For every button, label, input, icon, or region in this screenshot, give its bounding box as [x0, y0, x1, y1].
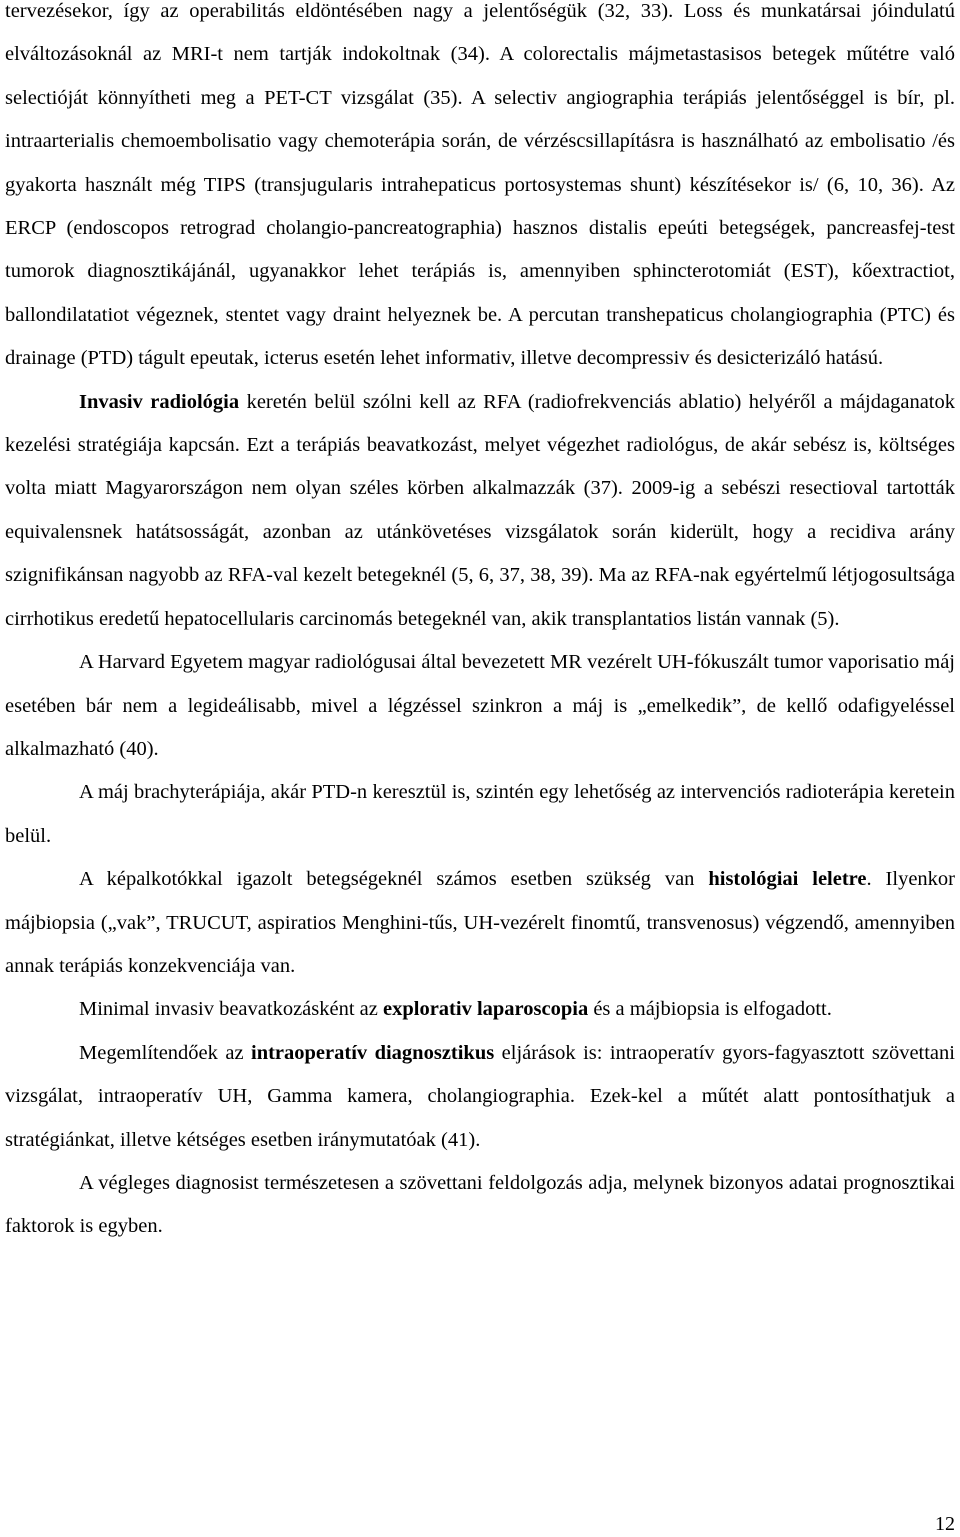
- paragraph-text: A végleges diagnosist természetesen a szövettani feldolgozás adja, melynek bizonyos adatai prognosztikai faktorok is egyben.: [5, 1171, 955, 1238]
- paragraph-histology: [5, 858, 955, 988]
- paragraph-invasive-radiology: [5, 381, 955, 641]
- paragraph-laparoscopy: [5, 988, 955, 1031]
- paragraph-text: . Ilyenkor májbiopsia („vak”, TRUCUT, aspiratios Menghini-tűs, UH-vezérelt finomtű, transvenosus) végzendő, amennyiben annak terápiás konzekvenciája van.: [5, 868, 956, 977]
- paragraph-text: keretén belül szólni kell az RFA (radiofrekvenciás ablatio) helyéről a májdaganatok kezelési stratégiája kapcsán. Ezt a terápiás beavatkozást, melyet végezhet radiológus, de akár sebész is, költséges volta miatt Magyarországon nem olyan széles körben alkalmazzák (37). 2009-ig a sebészi resectioval tartották equivalensnek hatátsosságát, azonban az utánkövetéses vizsgálatok során kiderült, hogy a recidiva arány szignifikánsan nagyobb az RFA-val kezelt betegeknél (5, 6, 37, 38, 39). Ma az RFA-nak egyértelmű létjogosultsága cirrhotikus eredetű hepatocellularis carcinomás betegeknél van, akik transplantatios listán vannak (5).: [5, 390, 955, 630]
- bold-term: histológiai leletre: [708, 868, 867, 891]
- paragraph-text: Megemlítendőek az: [79, 1041, 251, 1064]
- paragraph-text: A máj brachyterápiája, akár PTD-n keresztül is, szintén egy lehetőség az intervenciós radioterápia keretein belül.: [5, 781, 955, 847]
- paragraph-text: eljárások is: intraoperatív gyors-fagyasztott szövettani vizsgálat, intraoperatív UH, Gamma kamera, cholangiographia. Ezek-kel a műtét alatt pontosíthatjuk a stratégiánkat, illetve kétséges esetben iránymutatóak (41).: [5, 1041, 955, 1151]
- document-page: [5, 0, 955, 1249]
- paragraph-text: és a májbiopsia is elfogadott.: [588, 998, 832, 1021]
- paragraph-imaging-methods: [5, 0, 955, 381]
- bold-term: intraoperatív diagnosztikus: [251, 1041, 495, 1064]
- paragraph-brachytherapy: [5, 771, 955, 858]
- paragraph-mr-guided-ultrasound: [5, 641, 955, 771]
- paragraph-text: A képalkotókkal igazolt betegségeknél számos esetben szükség van: [79, 868, 709, 891]
- paragraph-text: Minimal invasiv beavatkozásként az: [79, 998, 383, 1021]
- bold-term: explorativ laparoscopia: [383, 998, 589, 1021]
- bold-term: Invasiv radiológia: [79, 390, 240, 413]
- paragraph-final-diagnosis: [5, 1162, 955, 1249]
- paragraph-text: tervezésekor, így az operabilitás eldöntésében nagy a jelentőségük (32, 33). Loss és munkatársai jóindulatú elváltozásoknál az MRI-t nem tartják indokoltnak (34). A colorectalis májmetastasisos betegek műtétre való selectióját könnyítheti meg a PET-CT vizsgálat (35). A selectiv angiographia terápiás jelentőséggel is bír, pl. intraarterialis chemoembolisatio vagy chemoterápia során, de vérzéscsillapításra is használható az embolisatio /és gyakorta használt még TIPS (transjugularis intrahepaticus portosystemas shunt) készítésekor is/ (6, 10, 36). Az ERCP (endoscopos retrograd cholangio-pancreatographia) hasznos distalis epeúti betegségek, pancreasfej-test tumorok diagnosztikájánál, ugyanakkor lehet terápiás is, amennyiben sphincterotomiát (EST), kőextractiot, ballondilatatiot végeznek, stentet vagy draint helyeznek be. A percutan transhepaticus cholangiographia (PTC) és drainage (PTD) tágult epeutak, icterus esetén lehet informativ, illetve decompressiv és desicterizáló hatású.: [5, 0, 955, 370]
- page-number: 12: [935, 1513, 955, 1535]
- paragraph-intraoperative-diagnostics: [5, 1032, 955, 1162]
- paragraph-text: A Harvard Egyetem magyar radiológusai által bevezetett MR vezérelt UH-fókuszált tumor vaporisatio máj esetében bár nem a legideálisabb, mivel a légzéssel szinkron a máj is „emelkedik”, de kellő odafigyeléssel alkalmazható (40).: [5, 651, 955, 760]
